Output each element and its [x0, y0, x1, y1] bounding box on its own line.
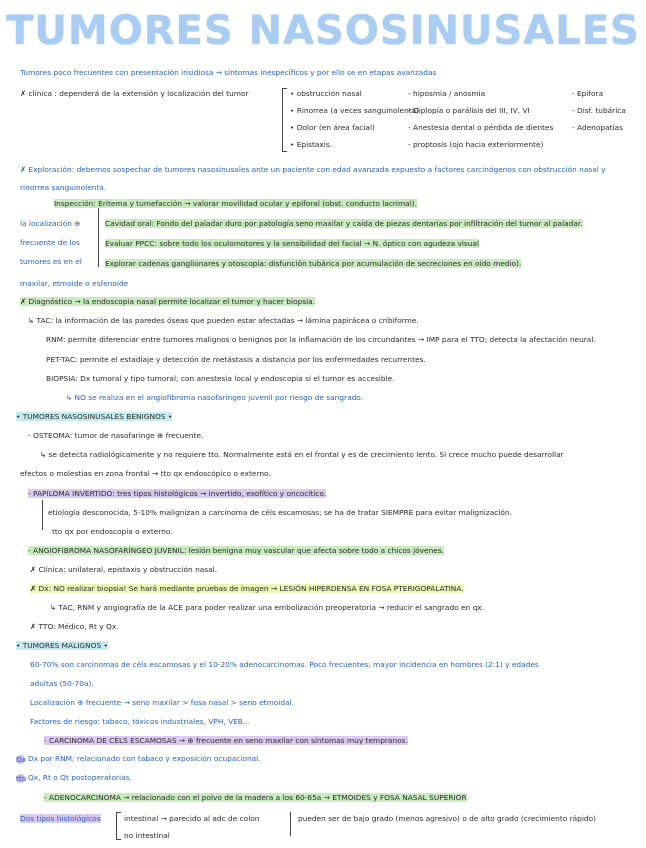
clinica-brace	[282, 88, 287, 152]
papiloma-line1	[28, 489, 326, 498]
angiofibroma-line1-text: - ANGIOFIBROMA NASOFARÍNGEO JUVENIL: lesión benigna muy vascular que afecta sobre todo a chicos jóvenes.	[28, 546, 445, 555]
exploracion-item-3	[105, 259, 521, 268]
clinica-col1-2: • Dolor (en área facial)	[290, 123, 375, 132]
exploracion-item-1-text: Cavidad oral: Fondo del paladar duro por patología seno maxilar y caída de piezas dentarias por infiltración del tumor al paladar.	[105, 219, 583, 228]
exploracion-item-2-text: Evaluar PPCC: sobre todo los oculomotores y la sensibilidad del facial → N. óptico con agudeza visual	[105, 239, 480, 248]
carcinoma-escamosas-text: - CARCINOMA DE CÉLS ESCAMOSAS → ⊕ frecuente en seno maxilar con síntomas muy tempranos.	[44, 736, 408, 745]
malignos-p2: adultas (50-70a).	[30, 679, 94, 688]
papiloma-line1-text: - PAPILOMA INVERTIDO: tres tipos histológicos → invertido, exofítico y oncocítico.	[28, 489, 327, 498]
angiofibroma-tto: ✗ TTO: Médico, Rt y Qx.	[30, 622, 119, 631]
papiloma-line3: tto qx por endoscopia o externo.	[52, 527, 173, 536]
clinica-col1-1: • Rinorrea (a veces sanguinolenta)	[290, 106, 420, 115]
clinica-col2-1: - Diplopía o parálisis del III, IV, VI	[408, 106, 530, 115]
grado-text: pueden ser de bajo grado (menos agresivo) o de alto grado (crecimiento rápido)	[298, 814, 597, 823]
tipos-histologicos	[20, 814, 101, 823]
angiofibroma-dx-text: ✗ Dx: NO realizar biopsia! Se hará mediante pruebas de imagen → LESIÓN HIPERDENSA EN FOSA PTERIGOPALATINA.	[30, 584, 464, 593]
angiofibroma-dx2: ↳ TAC, RNM y angiografía de la ACE para poder realizar una embolización preoperatoria → reducir el sangrado en qx.	[50, 603, 485, 612]
carcinoma-dx-text: Dx por RNM; relacionado con tabaco y exposición ocupacional.	[28, 754, 261, 763]
dx-marker: Dx	[16, 754, 27, 764]
grado-bracket	[290, 812, 291, 836]
exploracion-side1: la localización ⊕	[20, 219, 81, 228]
papiloma-line2: etiología desconocida, 5-10% malignizan a carcinoma de céls escamosas; se ha de tratar SIEMPRE para evitar malignización.	[48, 508, 512, 517]
carcinoma-dx-line	[16, 754, 261, 764]
angiofibroma-clinica: ✗ Clínica: unilateral, epistaxis y obstrucción nasal.	[30, 565, 218, 574]
exploracion-item-3-text: Explorar cadenas ganglionares y otoscopia: disfunción tubárica por acumulación de secreciones en oído medio).	[105, 259, 522, 268]
clinica-col3-0: - Epífora	[572, 89, 604, 98]
exploracion-item-0	[54, 199, 417, 208]
exploracion-line2: rinorrea sanguinolenta.	[20, 183, 107, 192]
exploracion-item-0-text: Inspección: Eritema y tumefacción → valorar movilidad ocular y epiforal (obst. conducto lacrimal).	[54, 199, 417, 208]
diagnostico-no-biopsia: ↳ NO se realiza en el angiofibroma nasofaríngeo juvenil por riesgo de sangrado.	[66, 393, 364, 402]
intro-text: Tumores poco frecuentes con presentación insidiosa → síntomas inespecíficos y por ello se en etapas avanzadas	[20, 68, 437, 77]
clinica-col1-0: • obstrucción nasal	[290, 89, 362, 98]
diagnostico-pettac: PET-TAC: permite el estadiaje y detección de metástasis a distancia por los enfermedades recurrentes.	[46, 355, 426, 364]
exploracion-footer: maxilar, etmoide o esfenoide	[20, 279, 129, 288]
diagnostico-head	[20, 297, 315, 306]
malignos-factores: Factores de riesgo: tabaco, tóxicos industriales, VPH, VEB...	[30, 717, 250, 726]
malignos-header	[16, 641, 108, 650]
page-title: TUMORES NASOSINUSALES	[6, 8, 640, 54]
clinica-col2-2: - Anestesia dental o pérdida de dientes	[408, 123, 554, 132]
clinica-label: ✗ clínica : dependerá de la extensión y localización del tumor	[20, 89, 249, 98]
exploracion-item-1	[105, 219, 583, 228]
tipos-brace	[116, 812, 121, 840]
diagnostico-head-text: ✗ Diagnóstico → la endoscopia nasal permite localizar el tumor y hacer biopsia.	[20, 297, 315, 306]
exploracion-side2: frecuente de los	[20, 238, 80, 247]
exploracion-side3: tumores es en el	[20, 257, 82, 266]
carcinoma-escamosas	[44, 736, 408, 745]
osteoma-line1: - OSTEOMA: tumor de nasofaringe ⊕ frecuente.	[28, 431, 204, 440]
malignos-header-text: • TUMORES MALIGNOS •	[16, 641, 108, 650]
clinica-col3-2: - Adenopatías	[572, 123, 623, 132]
angiofibroma-line1	[28, 546, 444, 555]
clinica-col2-0: - hiposmia / anosmia	[408, 89, 486, 98]
malignos-localizacion: Localización ⊕ frecuente → seno maxilar > fosa nasal > seno etmoidal.	[30, 698, 294, 707]
carcinoma-tto-line	[16, 773, 132, 783]
benignos-header	[16, 412, 172, 421]
angiofibroma-dx	[30, 584, 464, 593]
osteoma-line2: ↳ se detecta radiológicamente y no requiere tto. Normalmente está en el frontal y es de crecimiento lento. Si crece mucho puede desarrollar	[40, 450, 564, 459]
osteoma-line3: efectos o molestias en zona frontal → tto qx endoscópico o externo.	[20, 469, 271, 478]
clinica-col1-3: • Epistaxis.	[290, 140, 333, 149]
tipo-intestinal: intestinal → parecido al adc de colon	[124, 814, 260, 823]
clinica-col2-3: - proptosis (ojo hacia exteriormente)	[408, 140, 544, 149]
adenocarcinoma-text: - ADENOCARCINOMA → relacionado con el polvo de la madera a los 60-65a → ETMOIDES y FOSA NASAL SUPERIOR	[44, 793, 467, 802]
clinica-col3-1: - Disf. tubárica	[572, 106, 626, 115]
tipo-no-intestinal: no intestinal	[124, 831, 170, 840]
tipos-histologicos-text: Dos tipos histológicos	[20, 814, 101, 823]
exploracion-line1: ✗ Exploración: debemos sospechar de tumores nasosinusales ante un paciente con edad avanzada expuesto a factores carcinógenos con obstrucción nasal y	[20, 165, 606, 174]
carcinoma-tto-text: Qx, Rt o Qt postoperatorias.	[28, 773, 132, 782]
benignos-header-text: • TUMORES NASOSINUSALES BENIGNOS •	[16, 412, 173, 421]
exploracion-item-2	[105, 239, 479, 248]
diagnostico-biopsia: BIOPSIA: Dx tumoral y tipo tumoral; con anestesia local y endoscopia si el tumor es accesible.	[46, 374, 395, 383]
diagnostico-tac: ↳ TAC: la información de las paredes óseas que pueden estar afectadas → lámina papirácea o cribiforme.	[28, 316, 419, 325]
malignos-p1: 60-70% son carcinomas de céls escamosas y el 10-20% adenocarcinomas. Poco frecuentes; mayor incidencia en hombres (2:1) y edades	[30, 660, 539, 669]
diagnostico-rnm: RNM: permite diferenciar entre tumores malignos o benignos por la inflamación de los circundantes → IMP para el TTO; detecta la afectación neural.	[46, 335, 596, 344]
exploracion-bracket	[98, 205, 99, 267]
tto-marker: tto	[16, 773, 27, 783]
papiloma-bracket	[42, 500, 43, 530]
adenocarcinoma-line	[44, 793, 467, 802]
